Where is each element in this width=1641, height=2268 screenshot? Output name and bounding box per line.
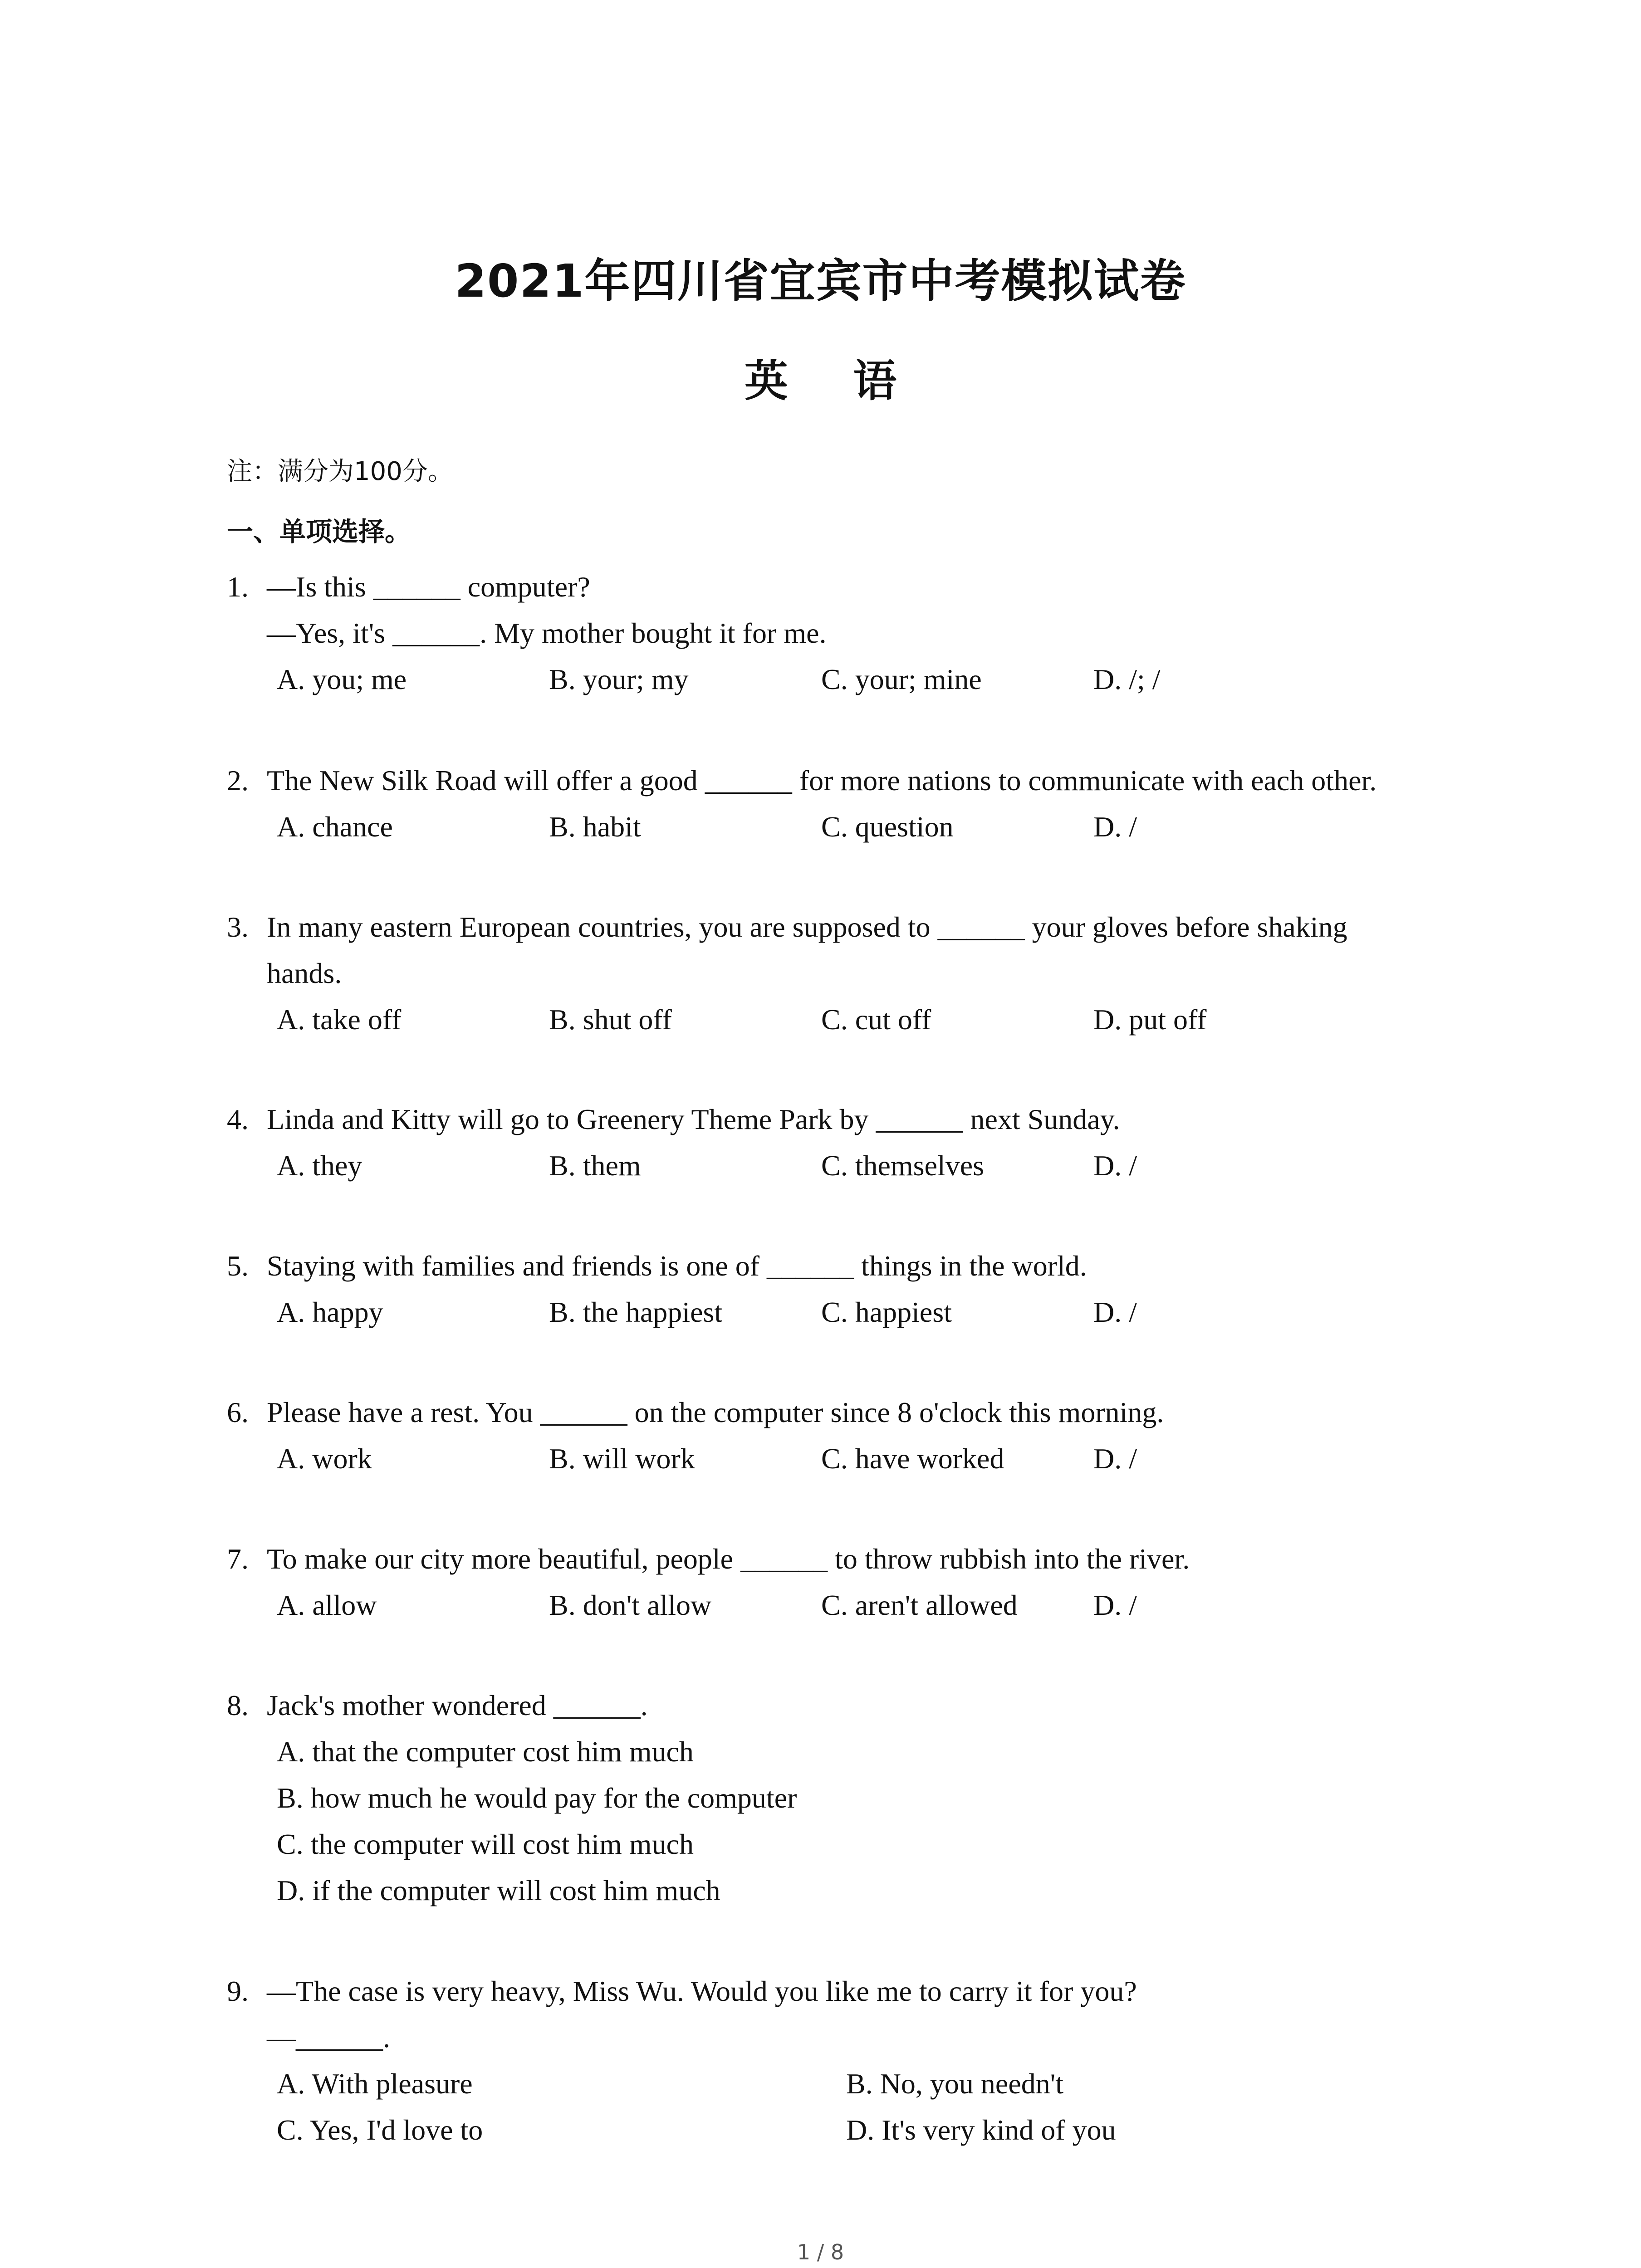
option-d: D. /; / — [1093, 663, 1161, 695]
option-a: A. With pleasure — [277, 2068, 473, 2100]
option-c: C. aren't allowed — [821, 1589, 1018, 1621]
question-number: 9. — [227, 1975, 249, 2007]
question-5 — [227, 1243, 1479, 1335]
question-stem-continued: —Yes, it's ______. My mother bought it for me. — [267, 617, 827, 649]
option-d: D. put off — [1093, 1003, 1207, 1036]
option-a: A. allow — [277, 1589, 377, 1621]
option-b: B. will work — [549, 1442, 695, 1475]
question-6 — [227, 1389, 1479, 1482]
question-3 — [227, 904, 1479, 1043]
option-b: B. how much he would pay for the computer — [277, 1782, 797, 1814]
answer-options-row-1 — [277, 2061, 1479, 2107]
option-a: A. that the computer cost him much — [277, 1735, 694, 1768]
option-a: A. chance — [277, 811, 393, 843]
answer-options — [277, 1582, 1479, 1628]
option-c: C. have worked — [821, 1442, 1004, 1475]
question-7 — [227, 1536, 1479, 1628]
section-heading: 一、单项选择。 — [227, 516, 411, 547]
question-stem: —Is this ______ computer? — [267, 571, 590, 603]
page-number: 1 / 8 — [797, 2240, 844, 2264]
question-stem: —The case is very heavy, Miss Wu. Would you like me to carry it for you? — [267, 1975, 1137, 2007]
option-b: B. don't allow — [549, 1589, 712, 1621]
answer-options — [277, 1143, 1479, 1189]
question-2 — [227, 758, 1479, 850]
question-number: 5. — [227, 1250, 249, 1282]
option-c: C. your; mine — [821, 663, 982, 695]
option-b: B. shut off — [549, 1003, 672, 1036]
option-a: A. they — [277, 1149, 362, 1182]
option-a: A. you; me — [277, 663, 407, 695]
answer-options — [277, 997, 1479, 1043]
question-stem-continued: —______. — [267, 2021, 390, 2053]
answer-options — [277, 1289, 1479, 1335]
question-stem: To make our city more beautiful, people ______ to throw rubbish into the river. — [267, 1543, 1190, 1575]
option-c: C. the computer will cost him much — [277, 1828, 694, 1860]
option-c: C. themselves — [821, 1149, 985, 1182]
option-d: D. / — [1093, 1296, 1137, 1328]
page-title: 2021年四川省宜宾市中考模拟试卷 — [455, 254, 1186, 308]
option-d: D. It's very kind of you — [846, 2114, 1116, 2146]
option-d: D. / — [1093, 1149, 1137, 1182]
answer-options-row-2 — [277, 2107, 1479, 2153]
question-number: 6. — [227, 1396, 249, 1428]
answer-options — [277, 804, 1479, 850]
option-a: A. work — [277, 1442, 372, 1475]
question-number: 4. — [227, 1103, 249, 1135]
option-b: B. them — [549, 1149, 641, 1182]
answer-options — [277, 1436, 1479, 1482]
question-number: 7. — [227, 1543, 249, 1575]
question-stem: In many eastern European countries, you are supposed to ______ your gloves before shaking — [267, 911, 1347, 943]
option-a: A. take off — [277, 1003, 402, 1036]
question-4 — [227, 1096, 1479, 1189]
question-stem-continued: hands. — [267, 957, 342, 989]
question-number: 1. — [227, 571, 249, 603]
question-number: 8. — [227, 1689, 249, 1721]
option-d: D. / — [1093, 1589, 1137, 1621]
option-c: C. cut off — [821, 1003, 931, 1036]
question-number: 3. — [227, 911, 249, 943]
question-9 — [227, 1968, 1479, 2153]
option-b: B. habit — [549, 811, 641, 843]
option-c: C. happiest — [821, 1296, 952, 1328]
option-c: C. question — [821, 811, 954, 843]
question-stem: The New Silk Road will offer a good ______ for more nations to communicate with each other. — [267, 764, 1377, 797]
question-1 — [227, 564, 1479, 703]
option-a: A. happy — [277, 1296, 383, 1328]
answer-options — [277, 1729, 1479, 1914]
option-b: B. your; my — [549, 663, 689, 695]
option-b: B. the happiest — [549, 1296, 723, 1328]
question-number: 2. — [227, 764, 249, 797]
option-d: D. / — [1093, 1442, 1137, 1475]
option-c: C. Yes, I'd love to — [277, 2114, 483, 2146]
option-b: B. No, you needn't — [846, 2068, 1064, 2100]
subject-title: 英 语 — [744, 356, 897, 406]
score-note: 注：满分为100分。 — [227, 457, 453, 486]
question-stem: Please have a rest. You ______ on the computer since 8 o'clock this morning. — [267, 1396, 1164, 1428]
answer-options — [277, 656, 1479, 703]
question-8 — [227, 1682, 1479, 1914]
option-d: D. if the computer will cost him much — [277, 1874, 720, 1906]
question-stem: Staying with families and friends is one of ______ things in the world. — [267, 1250, 1087, 1282]
option-d: D. / — [1093, 811, 1137, 843]
question-stem: Linda and Kitty will go to Greenery Theme Park by ______ next Sunday. — [267, 1103, 1120, 1135]
question-stem: Jack's mother wondered ______. — [267, 1689, 648, 1721]
